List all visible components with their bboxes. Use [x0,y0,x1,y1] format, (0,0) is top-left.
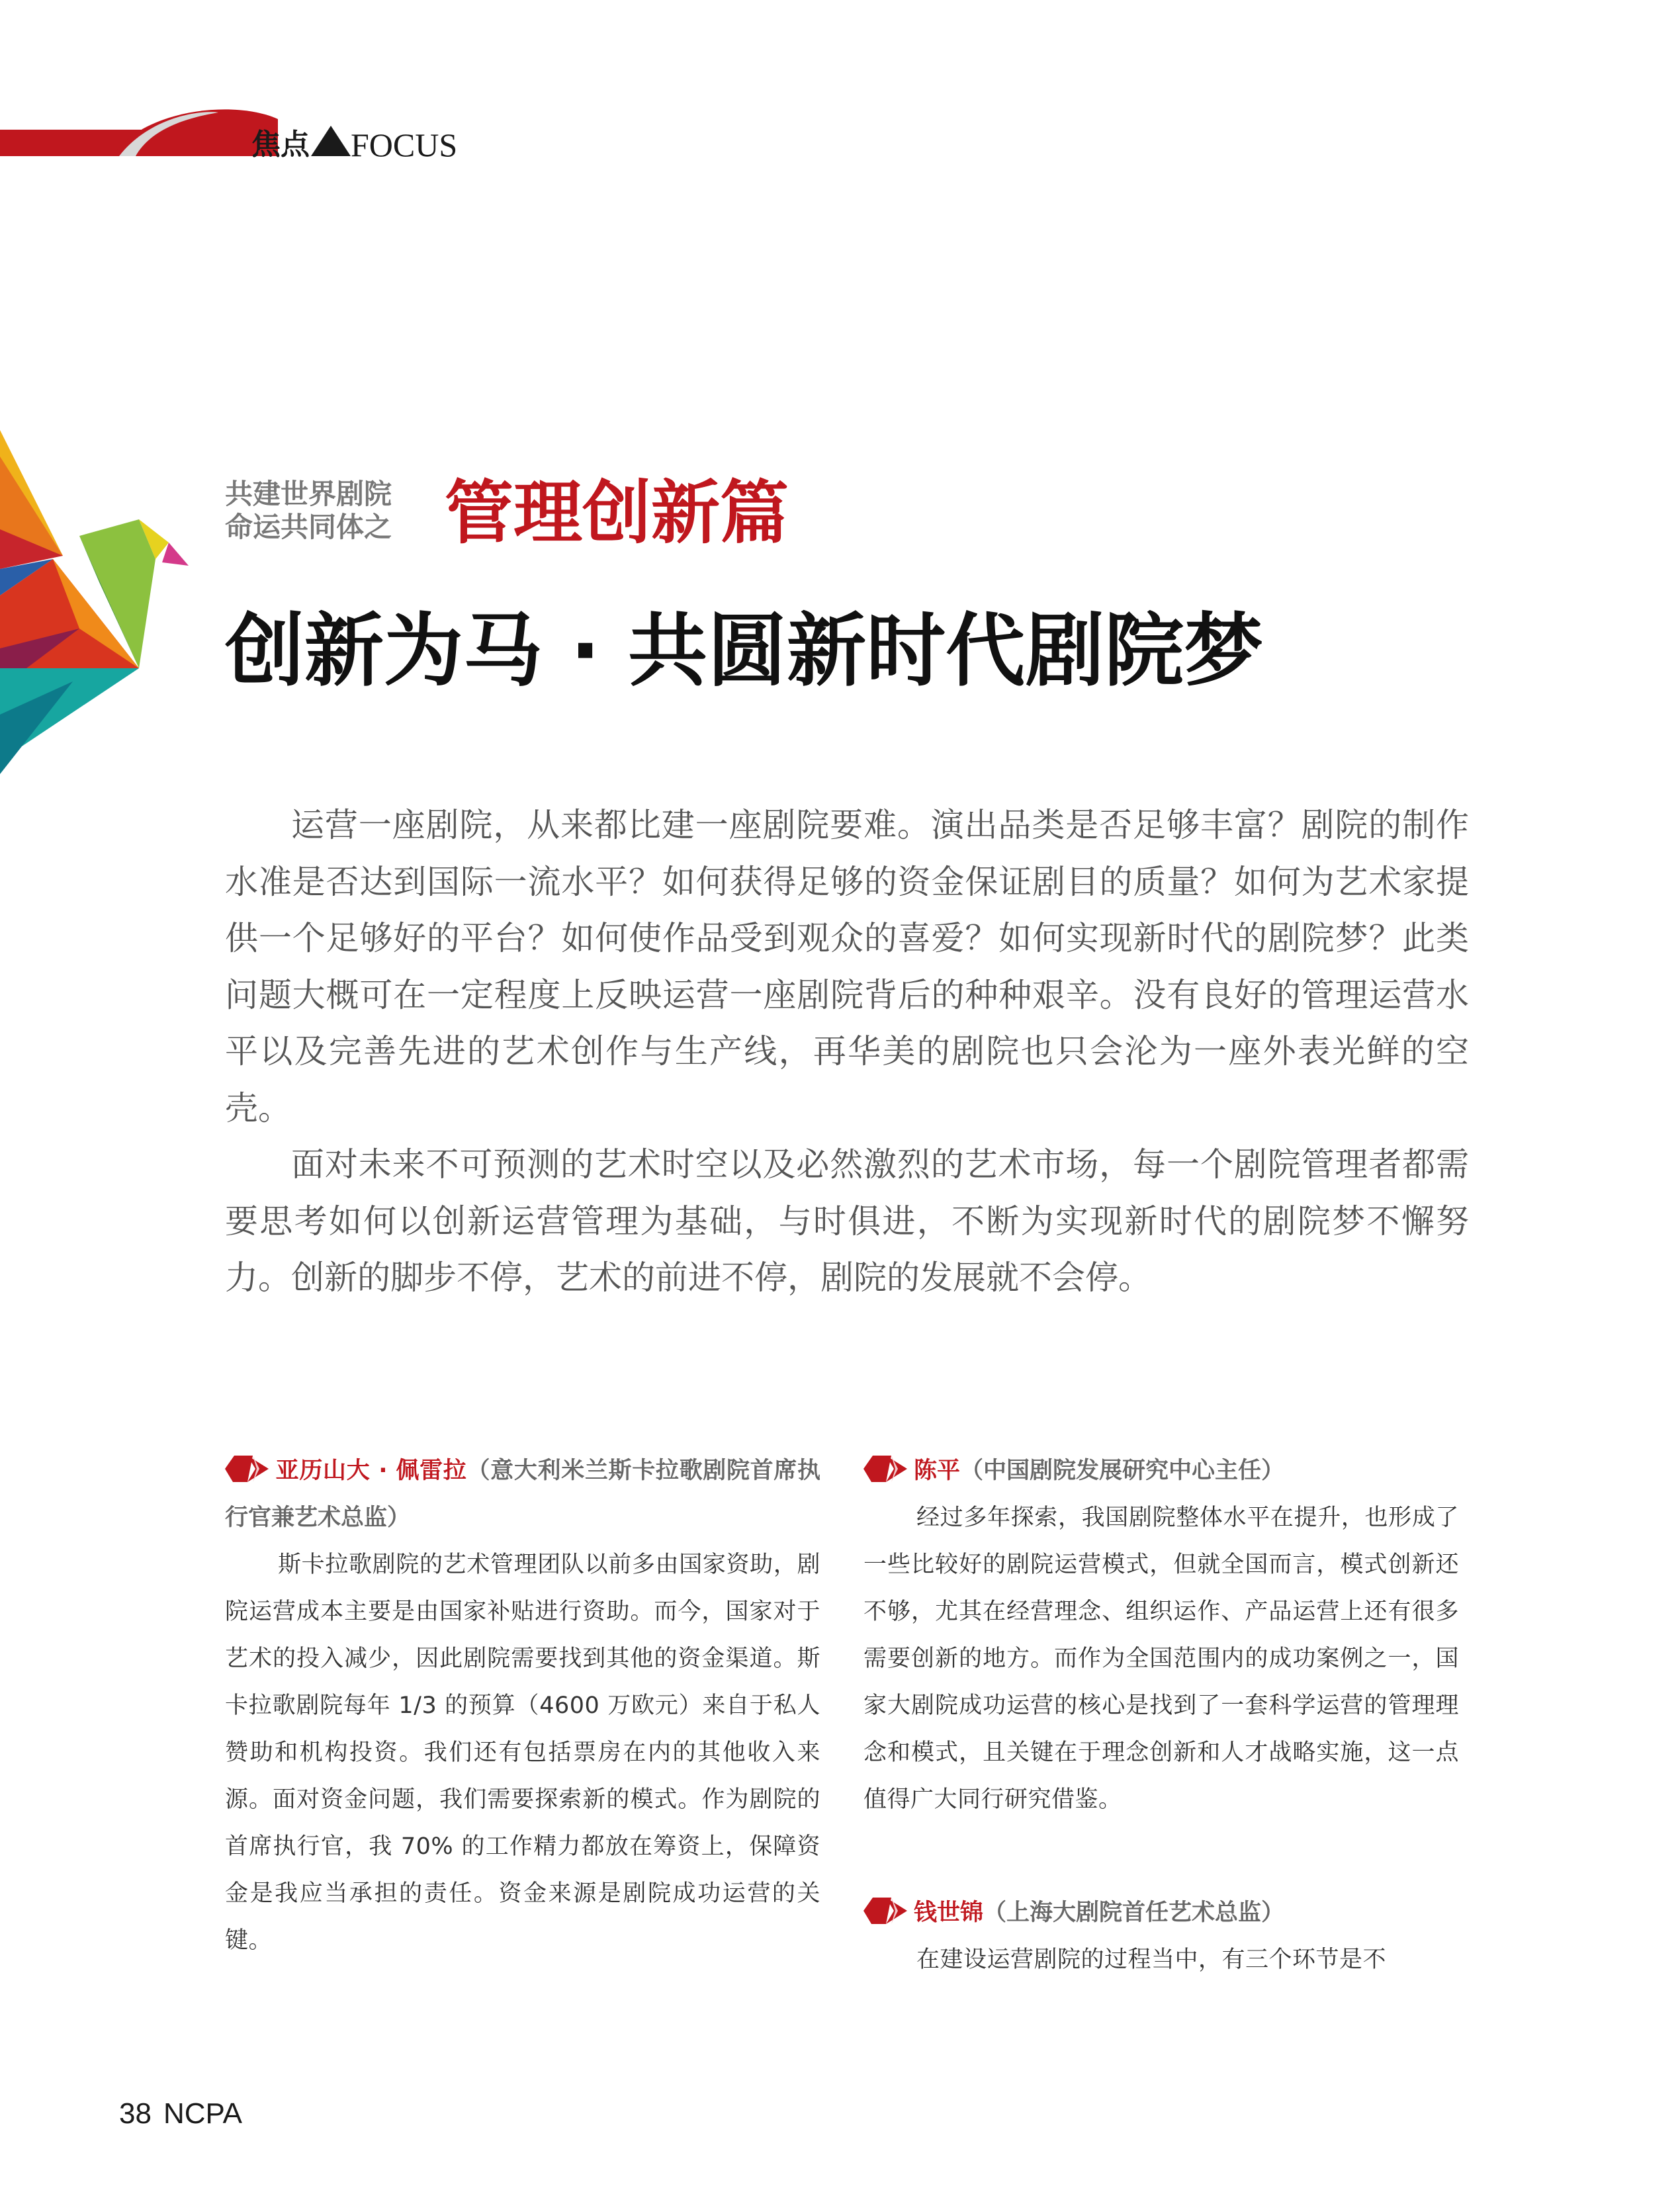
interview-text: 在建设运营剧院的过程当中，有三个环节是不 [916,1947,1387,1973]
page-number: 38 [119,2097,152,2130]
header-red-wedge [311,126,351,156]
intro-paragraph: 面对未来不可预测的艺术时空以及必然激烈的艺术市场，每一个剧院管理者都需要思考如何以创新运营管理为基础，与时俱进，不断为实现新时代的剧院梦不懈努力。创新的脚步不停，艺术的前进不停，剧院的发展就不会停。 [225,1145,1469,1297]
speaker-name: 钱世锦 [914,1900,984,1926]
article-title: 创新为马 · 共圆新时代剧院梦 [225,605,1264,697]
speaker-badge-icon [863,1454,907,1483]
speaker-role: （上海大剧院首任艺术总监） [983,1900,1285,1926]
speaker-heading [225,1448,820,1542]
origami-bird-illustration [0,430,199,774]
series-title: 管理创新篇 [445,472,789,553]
speaker-role: （中国剧院发展研究中心主任） [960,1458,1285,1484]
intro-paragraph: 运营一座剧院，从来都比建一座剧院要难。演出品类是否足够丰富？剧院的制作水准是否达到国际一流水平？如何获得足够的资金保证剧目的质量？如何为艺术家提供一个足够好的平台？如何使作品受到观众的喜爱？如何实现新时代的剧院梦？此类问题大概可在一定程度上反映运营一座剧院背后的种种艰辛。没有良好的管理运营水平以及完善先进的艺术创作与生产线，再华美的剧院也只会沦为一座外表光鲜的空壳。 [225,806,1469,1127]
publication-name: NCPA [163,2097,242,2130]
column-spacer [863,1823,1459,1890]
speaker-name: 陈平 [914,1458,961,1484]
series-line-2: 命运共同体之 [225,511,392,543]
interview-text: 经过多年探索，我国剧院整体水平在提升，也形成了一些比较好的剧院运营模式，但就全国而言，模式创新还不够，尤其在经营理念、组织运作、产品运营上还有很多需要创新的地方。而作为全国范围内的成功案例之一，国家大剧院成功运营的核心是找到了一套科学运营的管理理念和模式，且关键在于理念创新和人才战略实施，这一点值得广大同行研究借鉴。 [863,1505,1459,1813]
speaker-heading [863,1448,1459,1495]
speaker-name: 亚历山大 · 佩雷拉 [275,1458,467,1484]
interview-text: 斯卡拉歌剧院的艺术管理团队以前多由国家资助，剧院运营成本主要是由国家补贴进行资助。而今，国家对于艺术的投入减少，因此剧院需要找到其他的资金渠道。斯卡拉歌剧院每年 1/3 的预算（4600 万欧元）来自于私人赞助和机构投资。我们还有包括票房在内的其他收入来源。面对资金问题，我们需要探索新的模式。作为剧院的首席执行官，我 70% 的工作精力都放在筹资上，保障资金是我应当承担的责任。资金来源是剧院成功运营的关键。 [225,1552,820,1954]
article-intro [225,797,1469,1307]
page-footer [119,2094,254,2134]
speaker-heading [863,1890,1459,1937]
speaker-role: （意大利米兰斯卡拉歌剧院首席执行官兼艺术总监） [225,1458,820,1531]
series-subtitle [225,478,450,544]
speaker-badge-icon [863,1896,907,1925]
series-line-1: 共建世界剧院 [225,478,392,510]
left-column [225,1448,820,1964]
section-label-cn: 焦点 [251,128,310,161]
origami-pink-beak [162,543,189,566]
right-column [863,1448,1459,1984]
section-label-en: FOCUS [351,126,458,163]
speaker-badge-icon [225,1454,269,1483]
